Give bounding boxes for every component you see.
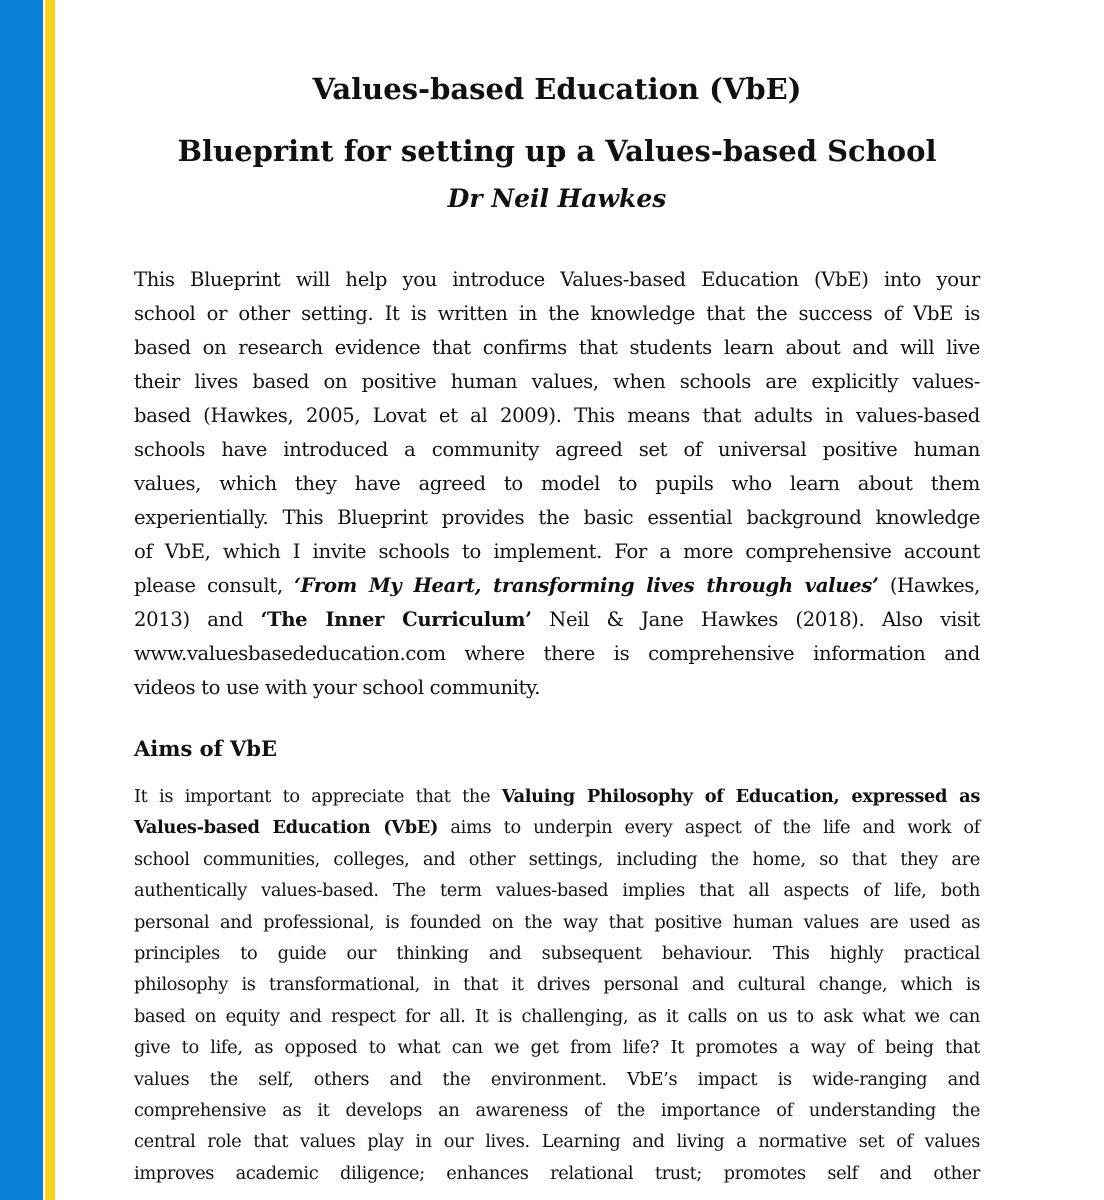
document-subtitle: Blueprint for setting up a Values-based School	[177, 134, 937, 168]
intro-line	[134, 603, 980, 637]
intro-line: based (Hawkes, 2005, Lovat et al 2009). This means that adults in values-based	[134, 404, 980, 427]
aims-line: personal and professional, is founded on the way that positive human values are used as	[134, 911, 980, 933]
intro-line: values, which they have agreed to model to pupils who learn about them	[134, 472, 980, 495]
intro-text: 2013) and	[134, 608, 261, 631]
aims-text: It is important to appreciate that the	[134, 786, 502, 807]
intro-text: (Hawkes,	[878, 574, 980, 597]
intro-paragraph	[134, 263, 980, 705]
aims-line: give to life, as opposed to what can we get from life? It promotes a way of being that	[134, 1037, 980, 1059]
aims-line: based on equity and respect for all. It is challenging, as it calls on us to ask what we can	[134, 1005, 980, 1027]
aims-bold-text: Values-based Education (VbE)	[134, 817, 439, 839]
aims-line: comprehensive as it develops an awareness of the importance of understanding the	[134, 1100, 980, 1122]
intro-line: schools have introduced a community agreed set of universal positive human	[134, 438, 980, 461]
intro-line: based on research evidence that confirms that students learn about and will live	[134, 336, 980, 359]
aims-paragraph	[134, 781, 980, 1189]
intro-line: www.valuesbasededucation.com where there is comprehensive information and	[134, 642, 980, 665]
aims-line	[134, 812, 980, 843]
intro-line: experientially. This Blueprint provides the basic essential background knowledge	[134, 506, 980, 529]
aims-line: improves academic diligence; enhances relational trust; promotes self and other	[134, 1162, 980, 1184]
intro-line: school or other setting. It is written in the knowledge that the success of VbE is	[134, 302, 980, 325]
intro-text: Neil & Jane Hawkes (2018). Also visit	[531, 608, 981, 631]
aims-line	[134, 781, 980, 812]
aims-text: aims to underpin every aspect of the life and work of	[438, 817, 980, 839]
document-title: Values-based Education (VbE)	[312, 72, 802, 106]
left-yellow-stripe	[45, 0, 55, 1200]
left-blue-stripe	[0, 0, 43, 1200]
aims-line: principles to guide our thinking and subsequent behaviour. This highly practical	[134, 943, 980, 965]
document-page	[134, 0, 980, 1200]
intro-text: please consult,	[134, 574, 295, 597]
aims-line: school communities, colleges, and other settings, including the home, so that they are	[134, 848, 980, 870]
aims-heading: Aims of VbE	[134, 736, 277, 761]
aims-bold-text: Valuing Philosophy of Education, expressed as	[501, 786, 980, 807]
aims-line: values the self, others and the environment. VbE’s impact is wide-ranging and	[134, 1068, 980, 1090]
aims-line: philosophy is transformational, in that it drives personal and cultural change, which is	[134, 974, 980, 996]
intro-line: their lives based on positive human values, when schools are explicitly values-	[134, 370, 980, 393]
intro-line: of VbE, which I invite schools to implement. For a more comprehensive account	[134, 540, 980, 563]
intro-line	[134, 569, 980, 603]
book-title-from-my-heart: ‘From My Heart, transforming lives through values’	[294, 574, 879, 597]
aims-line: central role that values play in our lives. Learning and living a normative set of values	[134, 1131, 980, 1153]
intro-line: videos to use with your school community.	[134, 676, 541, 699]
book-title-inner-curriculum: ‘The Inner Curriculum’	[260, 608, 532, 631]
intro-line: This Blueprint will help you introduce Values-based Education (VbE) into your	[134, 268, 980, 291]
document-author: Dr Neil Hawkes	[447, 184, 667, 213]
aims-line: authentically values-based. The term values-based implies that all aspects of life, both	[134, 880, 980, 902]
